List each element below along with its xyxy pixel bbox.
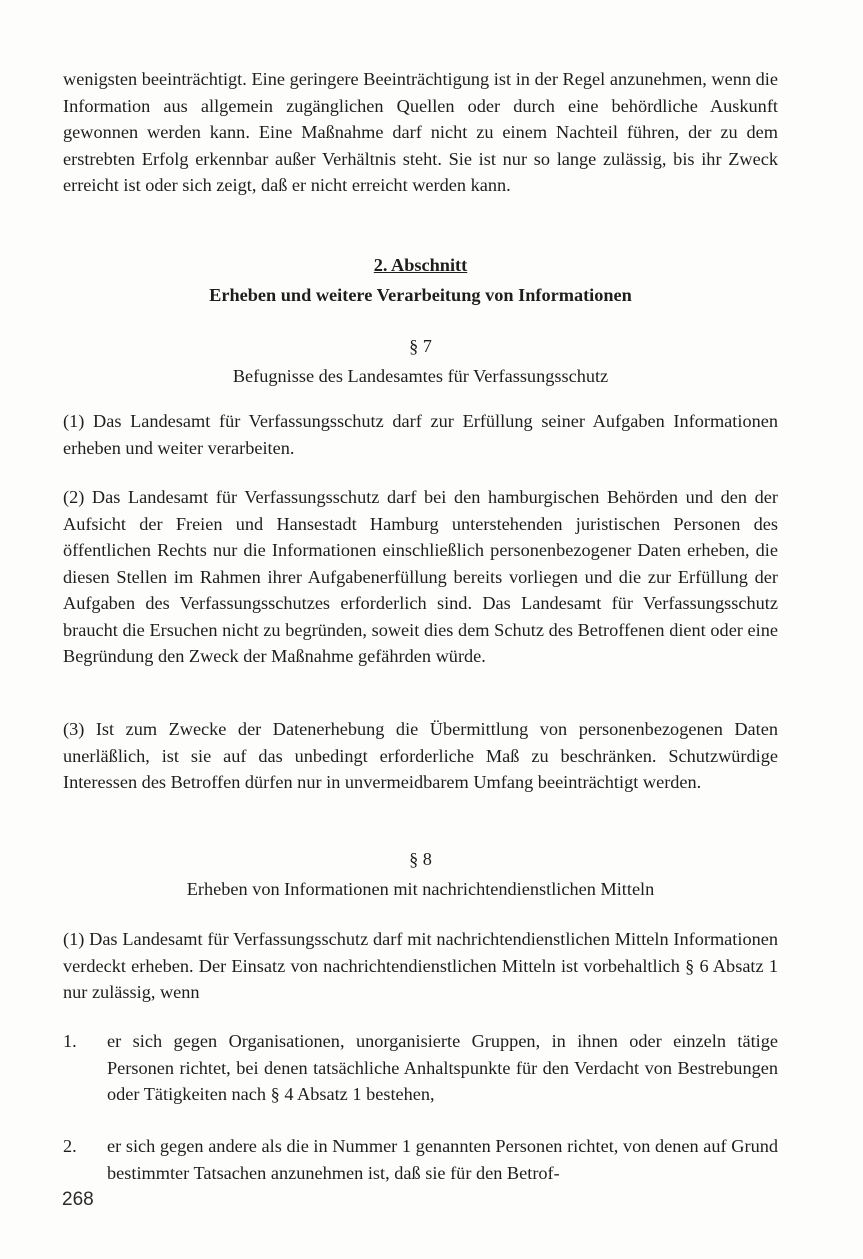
list-item-number: 2. [63,1136,77,1156]
paragraph-7-abs2-block [63,484,778,670]
list-item [63,1133,778,1186]
paragraph-7-symbol: § 7 [409,336,432,356]
paragraph-8-abs1-block [63,926,778,1006]
list-item-number: 1. [63,1031,77,1051]
section-heading [63,252,778,308]
intro-paragraph-block [63,66,778,199]
paragraph-7-abs2: (2) Das Landesamt für Verfassungsschutz darf bei den hamburgischen Behörden und den der Aufsicht der Freien und Hansestadt Hamburg unterstehenden juristischen Personen des öffentlichen Rechts nur die Informationen einschließlich personenbezogener Daten erheben, die diesen Stellen im Rahmen ihrer Aufgabenerfüllung bereits vorliegen und die zur Erfüllung der Aufgaben des Verfassungsschutzes erforderlich sind. Das Landesamt für Verfassungsschutz braucht die Ersuchen nicht zu begründen, soweit dies dem Schutz des Betroffenen dient oder eine Begründung den Zweck der Maßnahme gefährden würde. [63,487,778,666]
paragraph-7-heading [63,333,778,389]
paragraph-7-abs1: (1) Das Landesamt für Verfassungsschutz darf zur Erfüllung seiner Aufgaben Informationen erheben und weiter verarbeiten. [63,411,778,458]
paragraph-8-abs1: (1) Das Landesamt für Verfassungsschutz darf mit nachrichtendienstlichen Mitteln Informationen verdeckt erheben. Der Einsatz von nachrichtendienstlichen Mitteln ist vorbehaltlich § 6 Absatz 1 nur zulässig, wenn [63,929,778,1002]
section-title: Erheben und weitere Verarbeitung von Informationen [209,284,632,305]
paragraph-8-heading [63,846,778,902]
paragraph-8-symbol: § 8 [409,849,432,869]
section-number: 2. Abschnitt [373,255,468,275]
paragraph-7-abs1-block [63,408,778,461]
list-item-text: er sich gegen Organisationen, unorganisierte Gruppen, in ihnen oder einzeln tätige Personen richtet, bei denen tatsächliche Anhaltspunkte für den Verdacht von Bestrebungen oder Tätigkeiten nach § 4 Absatz 1 bestehen, [107,1031,778,1104]
paragraph-7-abs3: (3) Ist zum Zwecke der Datenerhebung die Übermittlung von personenbezogenen Daten unerläßlich, ist sie auf das unbedingt erforderliche Maß zu beschränken. Schutzwürdige Interessen des Betroffen dürfen nur in unvermeidbarem Umfang beeinträchtigt werden. [63,719,778,792]
intro-paragraph: wenigsten beeinträchtigt. Eine geringere Beeinträchtigung ist in der Regel anzunehmen, wenn die Information aus allgemein zugänglichen Quellen oder durch eine behördliche Auskunft gewonnen werden kann. Eine Maßnahme darf nicht zu einem Nachteil führen, der zu dem erstrebten Erfolg erkennbar außer Verhältnis steht. Sie ist nur so lange zulässig, bis ihr Zweck erreicht ist oder sich zeigt, daß er nicht erreicht werden kann. [63,69,778,195]
paragraph-7-abs3-block [63,716,778,796]
list-item-text: er sich gegen andere als die in Nummer 1 genannten Personen richtet, von denen auf Grund bestimmter Tatsachen anzunehmen ist, daß sie für den Betrof- [107,1136,778,1183]
paragraph-8-title: Erheben von Informationen mit nachrichtendienstlichen Mitteln [186,878,655,899]
list-item [63,1028,778,1108]
paragraph-7-title: Befugnisse des Landesamtes für Verfassungsschutz [232,365,609,386]
page-number: 268 [62,1189,94,1210]
